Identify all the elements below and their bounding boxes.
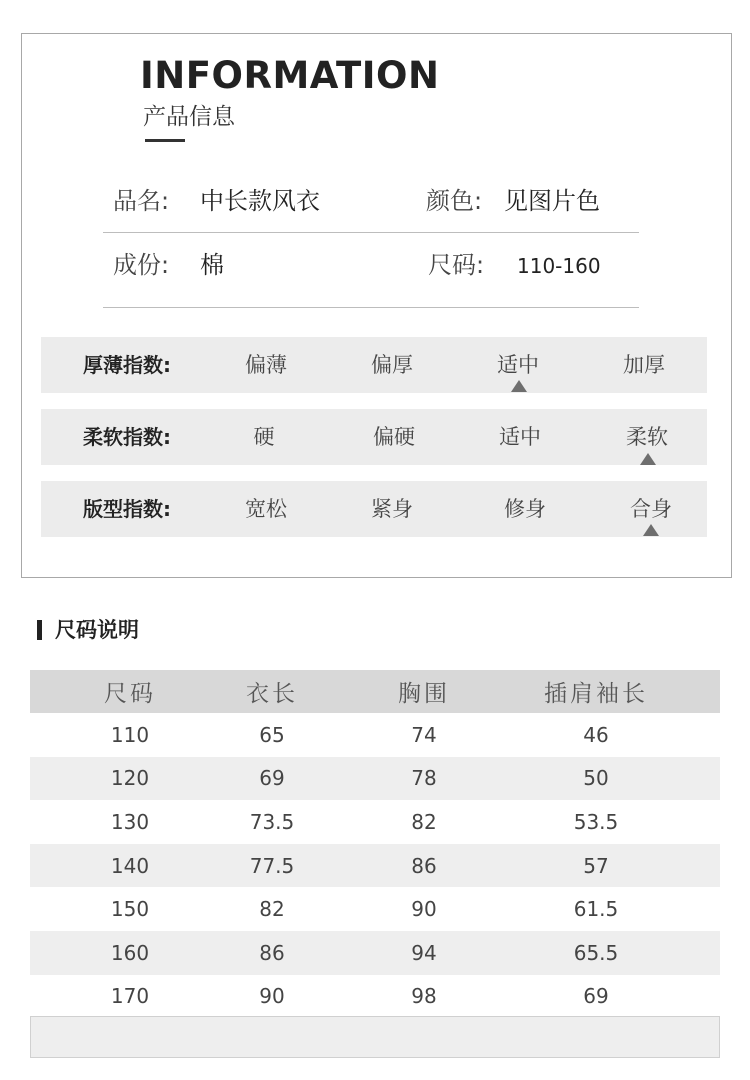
title-underline xyxy=(145,139,185,142)
color-label: 颜色: xyxy=(426,187,483,215)
index-option: 宽松 xyxy=(245,497,287,521)
index-option: 适中 xyxy=(499,425,541,449)
index-label: 厚薄指数: xyxy=(83,353,171,377)
index-option: 紧身 xyxy=(371,497,413,521)
material-value: 棉 xyxy=(200,251,224,279)
info-divider xyxy=(103,307,639,308)
index-row-thickness xyxy=(41,337,707,393)
table-cell: 50 xyxy=(583,766,609,791)
table-cell: 65.5 xyxy=(573,940,619,965)
table-row xyxy=(30,800,720,844)
table-cell: 78 xyxy=(411,766,437,791)
selected-marker-icon xyxy=(643,524,659,536)
table-row xyxy=(30,975,720,1019)
index-row-softness xyxy=(41,409,707,465)
column-header: 衣长 xyxy=(246,681,298,707)
table-cell: 110 xyxy=(110,722,150,747)
size-range-value: 110-160 xyxy=(517,254,601,278)
table-header xyxy=(30,670,720,713)
table-cell: 69 xyxy=(259,766,285,791)
table-cell: 140 xyxy=(110,853,150,878)
info-title: INFORMATION xyxy=(140,54,440,97)
table-cell: 86 xyxy=(259,940,285,965)
table-row xyxy=(30,887,720,931)
selected-marker-icon xyxy=(640,453,656,465)
table-cell: 130 xyxy=(110,809,150,834)
table-cell: 61.5 xyxy=(573,897,619,922)
index-label: 版型指数: xyxy=(83,497,171,521)
table-cell: 86 xyxy=(411,853,437,878)
column-header: 尺码 xyxy=(104,681,156,707)
table-empty-row xyxy=(30,1016,720,1058)
table-row xyxy=(30,713,720,757)
index-option: 修身 xyxy=(504,497,546,521)
table-cell: 57 xyxy=(583,853,609,878)
size-range-label: 尺码: xyxy=(428,251,485,279)
table-cell: 90 xyxy=(411,897,437,922)
table-cell: 53.5 xyxy=(573,809,619,834)
info-subtitle: 产品信息 xyxy=(143,104,235,130)
table-cell: 98 xyxy=(411,984,437,1009)
size-chart-heading: 尺码说明 xyxy=(55,618,139,642)
column-header: 插肩袖长 xyxy=(544,681,648,707)
index-row-fit xyxy=(41,481,707,537)
info-divider xyxy=(103,232,639,233)
index-option: 合身 xyxy=(630,497,672,521)
table-cell: 82 xyxy=(411,809,437,834)
product-name-label: 品名: xyxy=(113,187,170,215)
selected-marker-icon xyxy=(511,380,527,392)
material-label: 成份: xyxy=(113,251,170,279)
table-cell: 90 xyxy=(259,984,285,1009)
table-cell: 170 xyxy=(110,984,150,1009)
table-cell: 46 xyxy=(583,722,609,747)
index-option: 偏薄 xyxy=(245,353,287,377)
index-label: 柔软指数: xyxy=(83,425,171,449)
table-row xyxy=(30,757,720,801)
color-value: 见图片色 xyxy=(504,187,600,215)
size-table xyxy=(30,670,720,1018)
table-cell: 74 xyxy=(411,722,437,747)
product-name-value: 中长款风衣 xyxy=(200,187,320,215)
table-cell: 73.5 xyxy=(249,809,295,834)
column-header: 胸围 xyxy=(398,681,450,707)
table-row xyxy=(30,931,720,975)
table-cell: 82 xyxy=(259,897,285,922)
index-option: 适中 xyxy=(497,353,539,377)
table-cell: 94 xyxy=(411,940,437,965)
index-option: 偏厚 xyxy=(371,353,413,377)
index-option: 偏硬 xyxy=(373,425,415,449)
table-cell: 77.5 xyxy=(249,853,295,878)
table-cell: 120 xyxy=(110,766,150,791)
index-option: 柔软 xyxy=(626,425,668,449)
table-cell: 65 xyxy=(259,722,285,747)
table-row xyxy=(30,844,720,888)
section-marker xyxy=(37,620,42,640)
index-option: 硬 xyxy=(253,425,275,449)
table-cell: 160 xyxy=(110,940,150,965)
table-cell: 150 xyxy=(110,897,150,922)
index-option: 加厚 xyxy=(623,353,665,377)
table-cell: 69 xyxy=(583,984,609,1009)
